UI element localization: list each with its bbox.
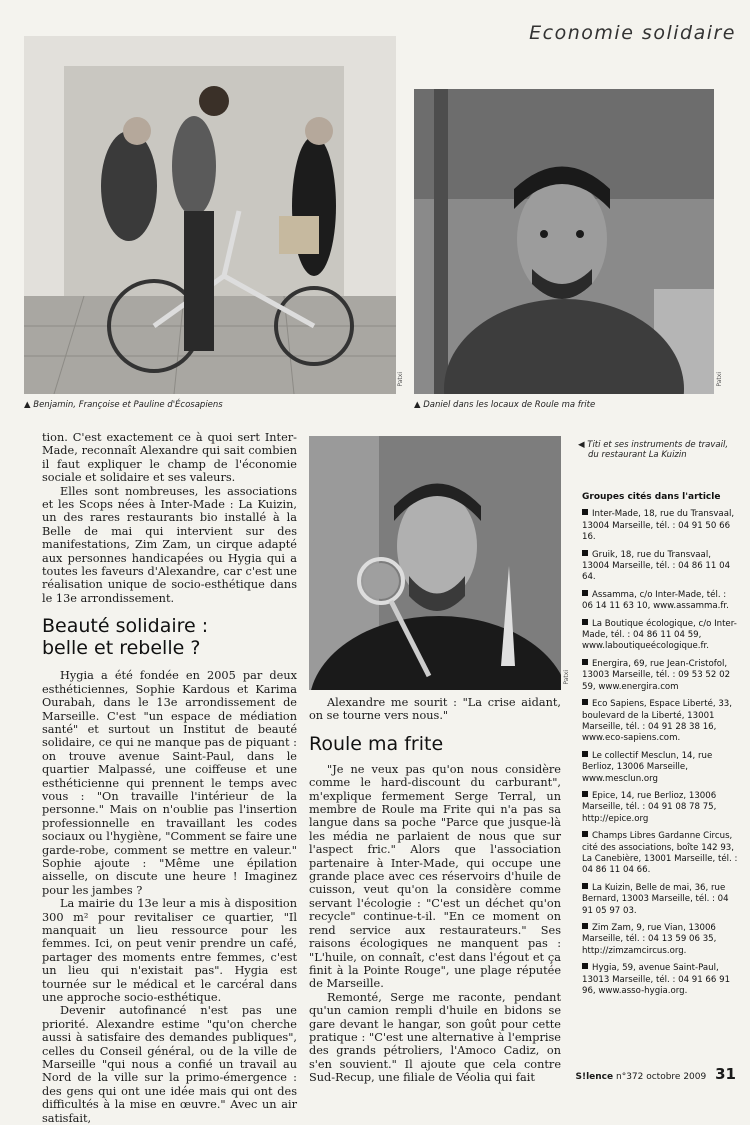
paragraph: "Je ne veux pas qu'on nous considère comme le hard-discount du carburant", m'explique fermement Serge Terral, un membre de Roule ma Frite qui n'a pas sa langue dans sa poche "Parce que jusque-là les média ne parlaient de nous que sur l'aspect fric." Alors que l'association partenaire à Inter-Made, qui occupe une grande place avec ces réservoirs d'huile de cuisson, veut qu'on la considère comme servant l'écologie : "C'est un déchet qu'on recycle" continue-t-il. "En ce moment on rend service aux restaurateurs." Ses raisons écologiques ne manquent pas : "L'huile, on connaît, c'est dans l'égout et ça finit à la Pointe Rouge", une plage réputée de Marseille. — [309, 762, 561, 991]
page-number: 31 — [715, 1065, 736, 1083]
paragraph: Devenir autofinancé n'est pas une priorité. Alexandre estime "qu'on cherche aussi à satisfaire des demandes publiques", celles du Conseil général, ou de la ville de Marseille "qui nous a confié un travail au Nord de la ville sur la primo-émergence : des gens qui ont une idée mais qui ont des difficultés à la mise en œuvre." Avec un air satisfait, — [42, 1004, 297, 1125]
bullet-square-icon — [582, 791, 588, 797]
caption-arrow-icon: ◀ — [578, 440, 588, 450]
photo1-caption — [24, 400, 223, 410]
group-entry: Zim Zam, 9, rue Vian, 13006 Marseille, tél. : 04 13 59 06 35, http://zimzamcircus.org. — [582, 923, 717, 956]
photo-daniel — [414, 89, 714, 394]
group-entry: Eco Sapiens, Espace Liberté, 33, boulevard de la Liberté, 13001 Marseille, tél. : 04 91 28 38 16, www.eco-sapiens.com. — [582, 699, 732, 744]
photo-ecosapiens — [24, 36, 396, 394]
group-entry: Gruik, 18, rue du Transvaal, 13004 Marseille, tél. : 04 86 11 04 64. — [582, 549, 731, 583]
photo1-caption-text: Benjamin, Françoise et Pauline d'Écosapiens — [33, 400, 223, 410]
article-column-2 — [309, 696, 561, 1085]
bullet-square-icon — [582, 619, 588, 625]
subheading-roule: Roule ma frite — [309, 732, 444, 755]
group-entry: Champs Libres Gardanne Circus, cité des associations, boîte 142 93, La Canebière, 13001 Marseille, tél. : 04 86 11 04 66. — [582, 831, 738, 876]
bullet-square-icon — [582, 923, 588, 929]
paragraph: Hygia a été fondée en 2005 par deux esthéticiennes, Sophie Kardous et Karima Ourabah, dans le 13e arrondissement de Marseille. C'est "un espace de médiation santé" et surtout un Institut de beauté solidaire, ce qui ne manque pas de piquant : on trouve avenue Saint-Paul, dans le quartier Malpassé, une coiffeuse et une esthéticienne qui prennent le temps avec vous : "On travaille l'intérieur de la personne." Mais on n'oublie pas l'insertion professionnelle en travaillant les codes sociaux ou l'hygiène, "Comment se faire une garde-robe, comment se mettre en valeur." Sophie ajoute : "Même une épilation aisselle, on discute une heure ! Imaginez pour les jambes ? — [42, 669, 297, 897]
bullet-square-icon — [582, 659, 588, 665]
photo3-caption-line: du restaurant La Kuizin — [588, 450, 687, 460]
group-entry: La Boutique écologique, c/o Inter-Made, tél. : 04 86 11 04 59, www.laboutiqueécologique.fr. — [582, 618, 737, 652]
caption-arrow-icon: ▲ — [24, 400, 34, 410]
bullet-square-icon — [582, 509, 588, 515]
group-entry: Le collectif Mesclun, 14, rue Berlioz, 13006 Marseille, www.mesclun.org — [582, 750, 713, 784]
section-title: Economie solidaire — [529, 22, 736, 44]
photo2-credit: Patxi — [716, 372, 723, 387]
paragraph: Alexandre me sourit : "La crise aidant, on se tourne vers nous." — [309, 696, 561, 723]
paragraph: La mairie du 13e leur a mis à disposition 300 m² pour revitaliser ce quartier, "Il manquait un lieu ressource pour les femmes. Ici, on peut venir prendre un café, partager des moments entre femmes, c'est un lieu qui n'existait pas". Hygia est tournée sur le médical et le carcéral dans une approche socio-esthétique. — [42, 897, 297, 1005]
photo2-caption-text: Daniel dans les locaux de Roule ma frite — [423, 400, 596, 410]
group-entry: Assamma, c/o Inter-Made, tél. : 06 14 11 63 10, www.assamma.fr. — [582, 589, 729, 612]
groups-list — [582, 492, 738, 1003]
paragraph: Remonté, Serge me raconte, pendant qu'un camion rempli d'huile en bidons se gare devant le hangar, son goût pour cette pratique : "C'est une alternative à l'emprise des grands pétroliers, l'Amoco Cadiz, on s'en souvient." Il ajoute que cela contre Sud-Recup, une filiale de Véolia qui fait — [309, 990, 561, 1085]
group-entry: Energira, 69, rue Jean-Cristofol, 13003 Marseille, tél. : 09 53 52 02 59, www.energira.com — [582, 658, 731, 692]
photo-titi — [309, 436, 561, 690]
photo1-credit: Patxi — [397, 372, 404, 387]
groups-title: Groupes cités dans l'article — [582, 492, 721, 502]
bullet-square-icon — [582, 831, 588, 837]
subheading-line: belle et rebelle ? — [42, 637, 201, 660]
subheading-line: Beauté solidaire : — [42, 615, 209, 638]
caption-arrow-icon: ▲ — [414, 400, 424, 410]
issue-info: n°372 octobre 2009 — [615, 1072, 707, 1082]
group-entry: La Kuizin, Belle de mai, 36, rue Bernard, 13003 Marseille, tél. : 04 91 05 97 03. — [582, 882, 729, 916]
bullet-square-icon — [582, 699, 588, 705]
bullet-square-icon — [582, 963, 588, 969]
photo2-caption — [414, 400, 595, 410]
bullet-square-icon — [582, 590, 588, 596]
bullet-square-icon — [582, 883, 588, 889]
paragraph: tion. C'est exactement ce à quoi sert Inter-Made, reconnaît Alexandre qui sait combien il faut expliquer le champ de l'économie sociale et solidaire et ses valeurs. — [42, 431, 297, 485]
magazine-name: S!lence — [575, 1072, 614, 1082]
group-entry: Hygia, 59, avenue Saint-Paul, 13013 Marseille, tél. : 04 91 66 91 96, www.asso-hygia.org. — [582, 963, 731, 997]
photo3-caption-line: ◀ Titi et ses instruments de travail, — [578, 440, 729, 450]
photo3-caption — [578, 440, 738, 460]
photo3-credit: Patxi — [563, 670, 570, 685]
group-entry: Epice, 14, rue Berlioz, 13006 Marseille, tél. : 04 91 08 78 75, http://epice.org — [582, 790, 717, 824]
group-entry: Inter-Made, 18, rue du Transvaal, 13004 Marseille, tél. : 04 91 50 66 16. — [582, 509, 735, 543]
paragraph: Elles sont nombreuses, les associations et les Scops nées à Inter-Made : La Kuizin, un des rares restaurants bio installé à la Belle de mai qui intervient sur des manifestations, Zim Zam, un cirque adapté aux personnes handicapées ou Hygia qui a toutes les faveurs d'Alexandre, car c'est une réalisation unique de socio-esthétique dans le 13e arrondissement. — [42, 484, 297, 605]
article-column-1 — [42, 431, 297, 1125]
subheading-beaute — [42, 615, 297, 659]
page-footer — [575, 1065, 736, 1083]
bullet-square-icon — [582, 550, 588, 556]
bullet-square-icon — [582, 751, 588, 757]
